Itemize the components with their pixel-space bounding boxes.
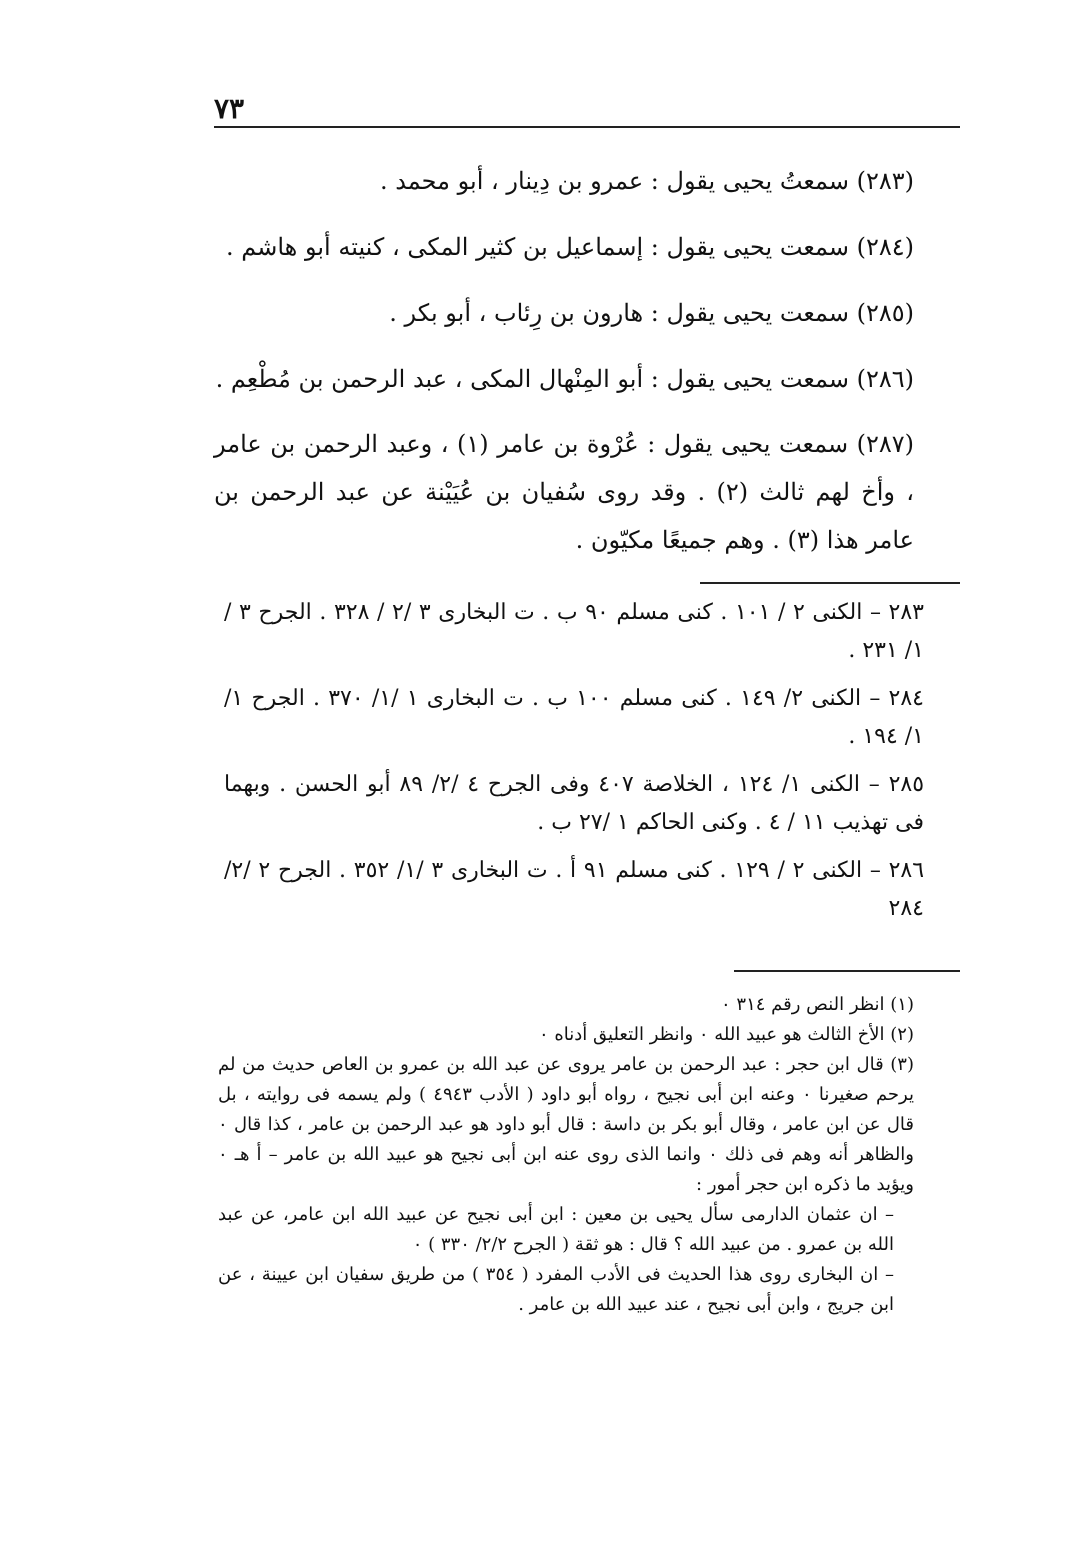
entry-283: (٢٨٣) سمعتُ يحيى يقول : عمرو بن دِينار ، أبو محمد .: [379, 167, 914, 195]
sources-divider: [700, 582, 960, 584]
footnotes-block: [218, 990, 914, 1320]
entry-287: (٢٨٧) سمعت يحيى يقول : عُرْوة بن عامر (١) ، وعبد الرحمن بن عامر ، وأخ لهم ثالث (٢) . وقد روى سُفيان بن عُيَيْنة عن عبد الرحمن بن عامر هذا (٣) . وهم جميعًا مكيّون .: [214, 430, 915, 554]
footnote-3-point-1: – ان عثمان الدارمى سأل يحيى بن معين : ابن أبى نجيح عن عبيد الله ابن عامر، عن عبد الله بن عمرو . من عبيد الله ؟ قال : هو ثقة ( الجرح ٢/٢/ ٣٣٠ ) ٠: [218, 1204, 894, 1255]
main-text: [214, 148, 914, 564]
entry-284: (٢٨٤) سمعت يحيى يقول : إسماعيل بن كثير المكى ، كنيته أبو هاشم .: [226, 233, 914, 261]
footnote-3-point-2: – ان البخارى روى هذا الحديث فى الأدب المفرد ( ٣٥٤ ) من طريق سفيان ابن عيينة ، عن ابن جريج ، وابن أبى نجيح ، عند عبيد الله بن عامر .: [218, 1264, 894, 1315]
entry-286: (٢٨٦) سمعت يحيى يقول : أبو المِنْهال المكى ، عبد الرحمن بن مُطْعِم .: [215, 365, 914, 393]
entry-285: (٢٨٥) سمعت يحيى يقول : هارون بن رِئاب ، أبو بكر .: [389, 299, 914, 327]
footnote-3: (٣) قال ابن حجر : عبد الرحمن بن عامر يروى عن عبد الله بن عمرو بن العاص حديث من لم يرحم صغيرنا ٠ وعنه ابن أبى نجيح ، رواه أبو داود ( الأدب ٤٩٤٣ ) ولم يسمه فى روايته ، بل قال عن ابن عامر ، وقال أبو بكر بن داسة : قال أبو داود هو عبد الرحمن بن عامر ، كذا قال ٠ والظاهر أنه وهم فى ذلك ٠ وانما الذى روى عنه ابن أبى نجيح هو عبيد الله بن عامر – أ هـ ٠ ويؤيد ما ذكره ابن حجر أمور :: [218, 1054, 915, 1195]
source-284: ٢٨٤ – الكنى ٢/ ١٤٩ . كنى مسلم ١٠٠ ب . ت البخارى ١ /١/ ٣٧٠ . الجرح ١/ ١/ ١٩٤ .: [224, 686, 924, 749]
footnote-2: (٢) الأخ الثالث هو عبيد الله ٠ وانظر التعليق أدناه ٠: [538, 1024, 914, 1045]
page-number: ٧٣: [214, 92, 245, 125]
sources-block: [224, 594, 924, 938]
footnote-1: (١) انظر النص رقم ٣١٤ ٠: [721, 994, 914, 1015]
source-283: ٢٨٣ – الكنى ٢ / ١٠١ . كنى مسلم ٩٠ ب . ت البخارى ٣ /٢ / ٣٢٨ . الجرح ٣ /١/ ٢٣١ .: [224, 600, 924, 663]
footnotes-divider: [734, 970, 960, 972]
source-286: ٢٨٦ – الكنى ٢ / ١٢٩ . كنى مسلم ٩١ أ . ت البخارى ٣ /١/ ٣٥٢ . الجرح ٢ /٢/ ٢٨٤: [224, 858, 925, 921]
source-285: ٢٨٥ – الكنى ١/ ١٢٤ ، الخلاصة ٤٠٧ وفى الجرح ٤ /٢/ ٨٩ أبو الحسن . وبهما فى تهذيب ١١ / ٤ . وكنى الحاكم ١ /٢٧ ب .: [224, 772, 925, 835]
header-rule: [214, 126, 960, 128]
